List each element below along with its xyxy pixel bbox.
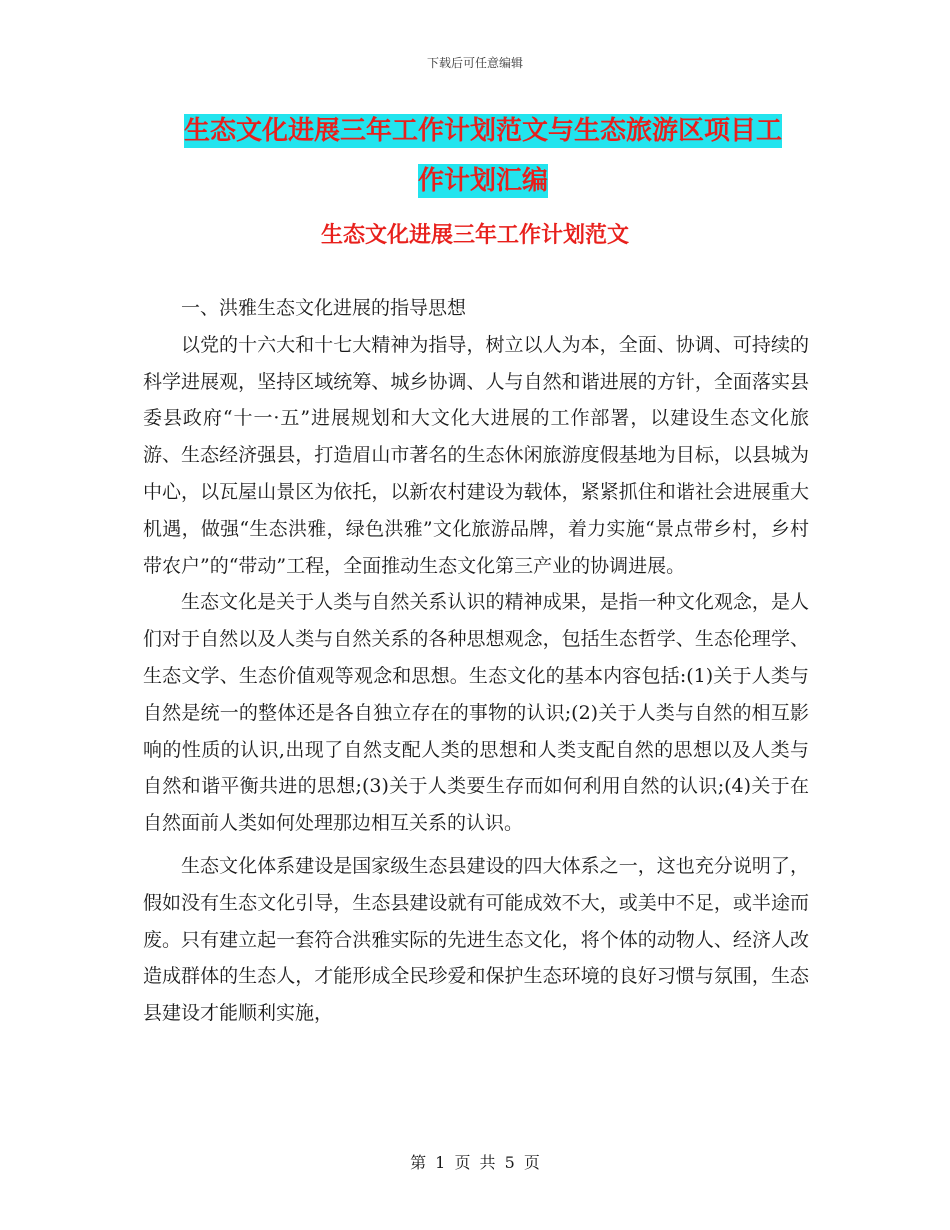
document-title (150, 106, 816, 206)
page-footer: 第 1 页 共 5 页 (410, 1153, 540, 1172)
paragraph-eco-culture-definition: 生态文化是关于人类与自然关系认识的精神成果，是指一种文化观念，是人们对于自然以及人类与自然关系的各种思想观念，包括生态哲学、生态伦理学、生态文学、生态价值观等观念和思想。生态文化的基本内容包括:(1)关于人类与自然是统一的整体还是各自独立存在的事物的认识;(2)关于人类与自然的相互影响的性质的认识,出现了自然支配人类的思想和人类支配自然的思想以及人类与自然和谐平衡共进的思想;(3)关于人类要生存而如何利用自然的认识;(4)关于在自然面前人类如何处理那边相互关系的认识。 (143, 591, 809, 835)
section-title: 生态文化进展三年工作计划范文 (320, 223, 629, 248)
document-title-line-2: 作计划汇编 (417, 166, 548, 196)
subheading-guiding-ideology: 一、洪雅生态文化进展的指导思想 (181, 297, 467, 319)
paragraph-eco-culture-system: 生态文化体系建设是国家级生态县建设的四大体系之一，这也充分说明了，假如没有生态文化引导，生态县建设就有可能成效不大，或美中不足，或半途而废。只有建立起一套符合洪雅实际的先进生态文化，将个体的动物人、经济人改造成群体的生态人，才能形成全民珍爱和保护生态环境的良好习惯与氛围，生态县建设才能顺利实施， (143, 854, 809, 1025)
header-note: 下载后可任意编辑 (426, 56, 523, 70)
paragraph-guiding-ideology: 以党的十六大和十七大精神为指导，树立以人为本，全面、协调、可持续的科学进展观，坚持区域统筹、城乡协调、人与自然和谐进展的方针，全面落实县委县政府“十一·五”进展规划和大文化大进展的工作部署，以建设生态文化旅游、生态经济强县，打造眉山市著名的生态休闲旅游度假基地为目标，以县城为中心，以瓦屋山景区为依托，以新农村建设为载体，紧紧抓住和谐社会进展重大机遇，做强“生态洪雅，绿色洪雅”文化旅游品牌，着力实施“景点带乡村，乡村带农户”的“带动”工程，全面推动生态文化第三产业的协调进展。 (143, 333, 809, 577)
body-text (143, 290, 809, 1032)
document-title-line-1: 生态文化进展三年工作计划范文与生态旅游区项目工 (183, 116, 782, 146)
